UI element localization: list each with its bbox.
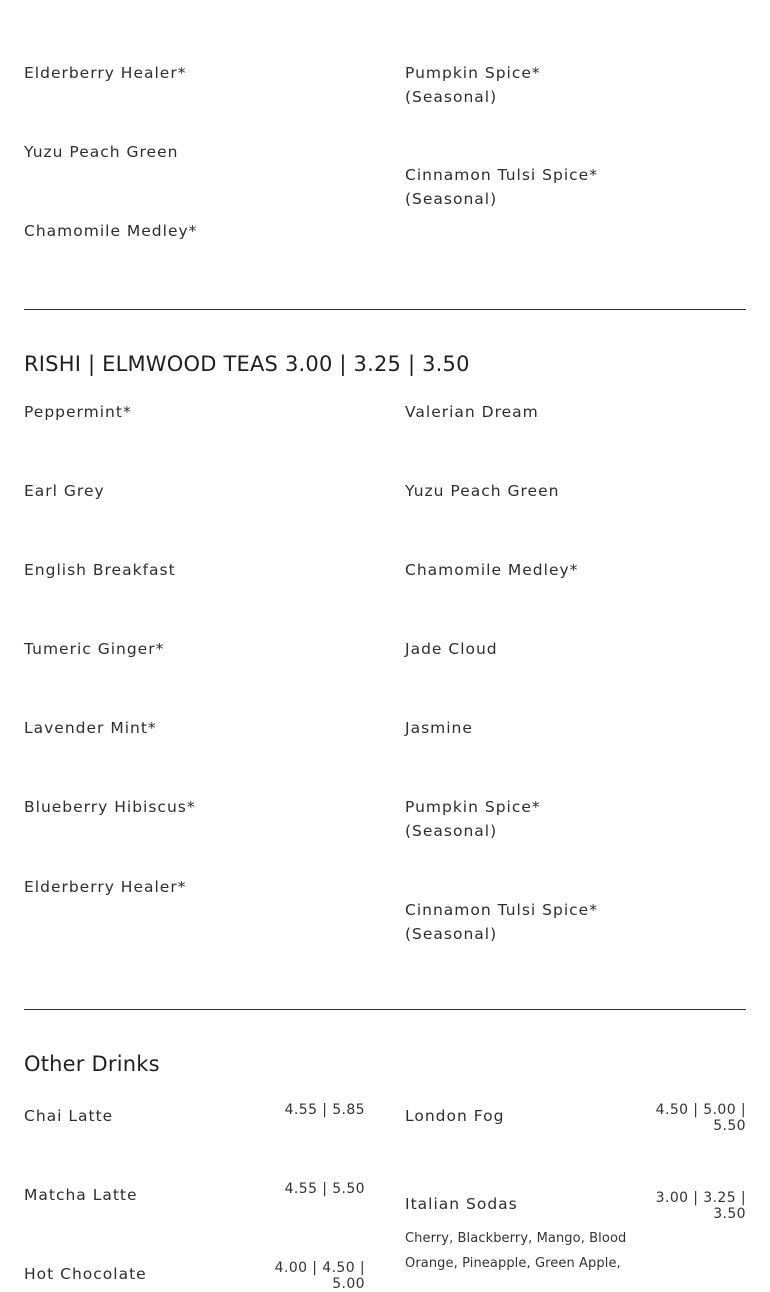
other-left-column (24, 1102, 365, 1292)
top-left-column (24, 61, 365, 243)
other-drinks-section (24, 1052, 746, 1292)
drink-price: 3.00 | 3.25 | 3.50 (655, 1190, 746, 1222)
rishi-tea-section (24, 352, 746, 946)
drink-item (24, 1181, 365, 1260)
menu-item: Peppermint* (24, 403, 132, 421)
drink-item (24, 1260, 365, 1292)
menu-item: Yuzu Peach Green (24, 143, 179, 161)
drink-price: 4.50 | 5.00 | 5.50 (655, 1102, 746, 1134)
drink-item (405, 1190, 746, 1222)
menu-item: Pumpkin Spice* (Seasonal) (405, 798, 541, 840)
menu-item: English Breakfast (24, 561, 176, 579)
drink-description: Cherry, Blackberry, Mango, Blood Orange, Pineapple, Green Apple, (405, 1231, 627, 1271)
section-title: RISHI | ELMWOOD TEAS 3.00 | 3.25 | 3.50 (24, 352, 470, 376)
drink-price: 4.55 | 5.85 (284, 1102, 365, 1118)
other-right-column (405, 1102, 746, 1292)
drink-item (24, 1102, 365, 1181)
menu-item: Chamomile Medley* (405, 561, 579, 579)
drink-name: London Fog (405, 1107, 505, 1125)
section-divider (24, 309, 746, 310)
menu-item: Tumeric Ginger* (24, 640, 165, 658)
drink-price: 4.55 | 5.50 (284, 1181, 365, 1197)
menu-item: Elderberry Healer* (24, 64, 187, 82)
menu-item: Elderberry Healer* (24, 878, 187, 896)
menu-page (24, 0, 746, 1292)
menu-item: Pumpkin Spice* (Seasonal) (405, 64, 541, 106)
drink-price: 4.00 | 4.50 | 5.00 (274, 1260, 365, 1292)
menu-item: Cinnamon Tulsi Spice* (Seasonal) (405, 901, 598, 943)
drink-name: Matcha Latte (24, 1186, 138, 1204)
menu-item: Cinnamon Tulsi Spice* (Seasonal) (405, 166, 598, 208)
menu-item: Lavender Mint* (24, 719, 157, 737)
drink-item (405, 1102, 746, 1190)
top-tea-section (24, 0, 746, 243)
drink-name: Chai Latte (24, 1107, 114, 1125)
top-right-column (405, 61, 746, 243)
menu-item: Jasmine (405, 719, 473, 737)
menu-item: Earl Grey (24, 482, 105, 500)
section-divider (24, 1009, 746, 1010)
menu-item: Yuzu Peach Green (405, 482, 560, 500)
menu-item: Chamomile Medley* (24, 222, 198, 240)
drink-name: Hot Chocolate (24, 1265, 147, 1283)
rishi-right-column (405, 400, 746, 946)
drink-name: Italian Sodas (405, 1195, 518, 1213)
menu-item: Jade Cloud (405, 640, 498, 658)
menu-item: Valerian Dream (405, 403, 539, 421)
section-title: Other Drinks (24, 1052, 160, 1076)
rishi-left-column (24, 400, 365, 946)
menu-item: Blueberry Hibiscus* (24, 798, 196, 816)
